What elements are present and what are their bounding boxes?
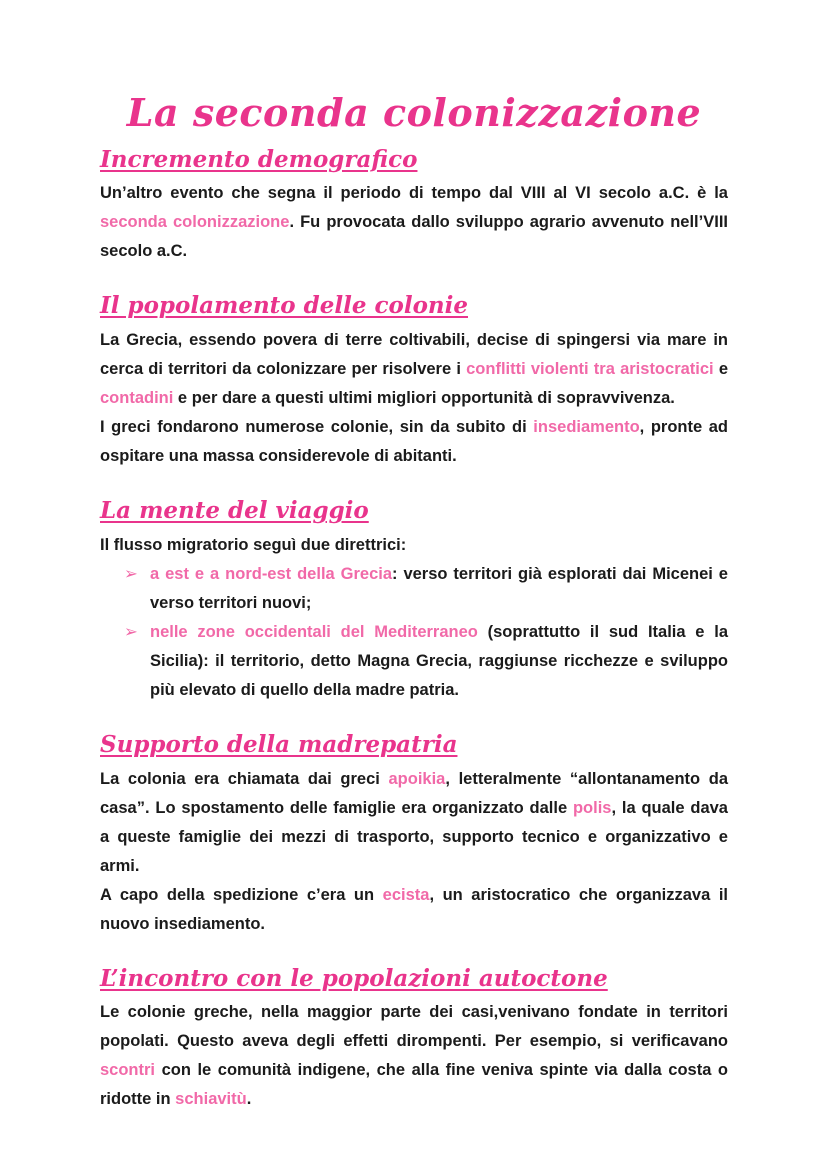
body-text: e — [713, 360, 729, 379]
body-text: , la quale dava a queste famiglie dei mezzi di trasporto, supporto tecnico e organizzativo e armi. — [100, 798, 728, 875]
body-text: La colonia era chiamata dai greci — [100, 769, 389, 788]
section — [100, 292, 728, 471]
body-text: con le comunità indigene, che alla fine veniva spinte via dalla costa o ridotte in — [100, 1061, 728, 1109]
highlighted-text: seconda colonizzazione — [100, 213, 290, 232]
body-text: (soprattutto il sud Italia e la Sicilia): il territorio, detto Magna Grecia, raggiunse ricchezze e sviluppo più elevato di quello della madre patria. — [150, 622, 728, 699]
paragraph — [100, 413, 728, 471]
arrow-bullet-icon: ➢ — [124, 564, 138, 583]
highlighted-text: schiavitù — [175, 1090, 247, 1109]
highlighted-text: polis — [572, 798, 612, 817]
section — [100, 965, 728, 1115]
list-item — [100, 560, 728, 618]
highlighted-text: conflitti violenti tra aristocratici — [466, 360, 714, 379]
page-title: La seconda colonizzazione — [126, 90, 702, 135]
body-text: , pronte ad ospitare una massa considerevole di abitanti. — [100, 418, 728, 466]
highlighted-text: contadini — [100, 389, 174, 408]
body-text: e per dare a questi ultimi migliori opportunità di sopravvivenza. — [173, 389, 675, 408]
section — [100, 497, 728, 705]
section — [100, 146, 728, 267]
section-heading: Il popolamento delle colonie — [100, 292, 468, 320]
highlighted-text: ecista — [382, 885, 430, 904]
body-text: Il flusso migratorio seguì due direttrici: — [100, 535, 407, 554]
body-text: A capo della spedizione c’era un — [100, 885, 383, 904]
highlighted-text: nelle zone occidentali del Mediterraneo — [150, 622, 478, 641]
body-text: . Fu provocata dallo sviluppo agrario avvenuto nell’VIII secolo a.C. — [100, 213, 728, 261]
body-text: La Grecia, essendo povera di terre coltivabili, decise di spingersi via mare in cerca di territori da colonizzare per risolvere i — [100, 331, 728, 379]
section-heading: Supporto della madrepatria — [100, 730, 458, 758]
body-text: I greci fondarono numerose colonie, sin da subito di — [100, 418, 534, 437]
paragraph — [100, 881, 728, 939]
paragraph — [100, 326, 728, 413]
arrow-bullet-icon: ➢ — [124, 622, 138, 641]
list-item — [100, 618, 728, 705]
highlighted-text: apoikia — [388, 769, 446, 788]
body-text: , un aristocratico che organizzava il nuovo insediamento. — [100, 885, 728, 933]
paragraph — [100, 531, 728, 560]
body-text: : verso territori già esplorati dai Micenei e verso territori nuovi; — [150, 564, 728, 612]
section-heading: Incremento demografico — [100, 145, 418, 173]
body-text: Un’altro evento che segna il periodo di tempo dal VIII al VI secolo a.C. è la — [100, 184, 728, 203]
highlighted-text: scontri — [100, 1061, 156, 1080]
section-heading: L’incontro con le popolazioni autoctone — [100, 964, 608, 992]
body-text: Le colonie greche, nella maggior parte dei casi,venivano fondate in territori popolati. Questo aveva degli effetti dirompenti. Per esempio, si verificavano — [100, 1003, 728, 1051]
paragraph — [100, 998, 728, 1114]
paragraph — [100, 179, 728, 266]
body-text: , letteralmente “allontanamento da casa”. Lo spostamento delle famiglie era organizzato dalle — [100, 769, 729, 817]
section — [100, 731, 728, 939]
highlighted-text: insediamento — [533, 418, 640, 437]
bullet-list — [100, 560, 728, 705]
sections — [100, 146, 728, 1115]
highlighted-text: a est e a nord-est della Grecia — [150, 564, 393, 583]
section-heading: La mente del viaggio — [100, 497, 369, 525]
paragraph — [100, 765, 728, 881]
body-text: . — [246, 1090, 252, 1109]
